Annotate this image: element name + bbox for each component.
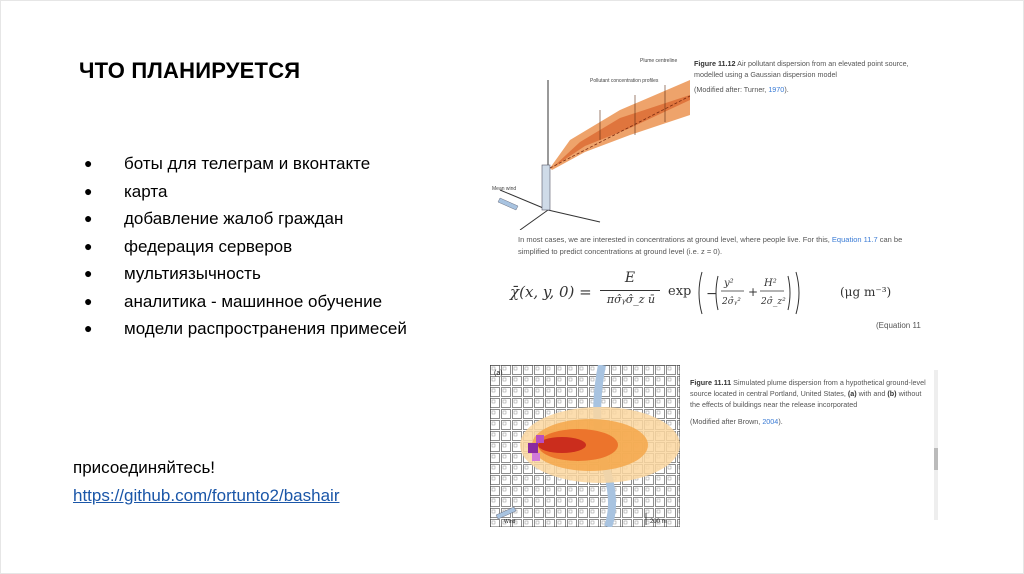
list-item: ● федерация серверов — [84, 233, 454, 261]
figure-top-caption: Figure 11.12 Air pollutant dispersion from an elevated point source, modelled using a Gaussian dispersion model (Modified after: Turner, 1970). — [694, 59, 909, 94]
bullet-icon: ● — [84, 210, 93, 226]
equation-number: (Equation 11 — [876, 321, 921, 330]
figure-gaussian-plume — [490, 40, 935, 340]
concentration-profile-label: Pollutant concentration profiles — [590, 78, 659, 84]
figure-bottom-caption: Figure 11.11 Simulated plume dispersion from a hypothetical ground-level source located in central Portland, United States, (a) with and (b) without the effects of buildings near the release incorporated (Modified after Brown, 2004). — [690, 378, 926, 426]
figure-portland-plume — [490, 365, 935, 527]
svg-text:y²: y² — [724, 278, 734, 289]
bullet-list — [84, 150, 454, 343]
mean-wind-label: Mean wind — [492, 186, 517, 192]
svg-text:−: − — [706, 286, 718, 302]
wind-label: Wind — [504, 519, 516, 525]
scrollbar-thumb[interactable] — [934, 448, 938, 470]
github-link[interactable]: https://github.com/fortunto2/bashair — [73, 486, 340, 505]
equation-exponent — [696, 268, 816, 318]
join-text: присоединяйтесь! — [73, 458, 216, 477]
svg-text:2σ̂_z²: 2σ̂_z² — [761, 297, 786, 307]
scale-bar-label: 200 m — [650, 519, 667, 525]
bullet-icon: ● — [84, 155, 93, 171]
list-item: ● мультиязычность — [84, 260, 454, 288]
svg-text:H²: H² — [764, 278, 777, 289]
panel-label: (a) — [494, 370, 503, 377]
list-item: ● боты для телеграм и вконтакте — [84, 150, 454, 178]
gaussian-equation: χ̄(x, y, 0) = E πσ̂ᵧσ̂_z ū exp − y² 2σ̂ᵧ² + H² 2σ̂_z² (μg m⁻³) — [510, 268, 910, 318]
list-item: ● добавление жалоб граждан — [84, 205, 454, 233]
bullet-icon: ● — [84, 320, 93, 336]
list-item: ● карта — [84, 178, 454, 206]
figure-scrollbar[interactable] — [934, 370, 938, 520]
bullet-icon: ● — [84, 292, 93, 309]
plume-centreline-label: Plume centreline — [640, 58, 678, 64]
plume-map — [490, 365, 680, 527]
list-item: ● модели распространения примесей — [84, 315, 454, 343]
slide-title: ЧТО ПЛАНИРУЕТСЯ — [79, 58, 301, 83]
bullet-icon: ● — [84, 182, 93, 199]
bullet-icon: ● — [84, 265, 93, 281]
figure-top-body: In most cases, we are interested in concentrations at ground level, where people live. For this, Equation 11.7 can be simplified to predict concentrations at ground level (i.e. z = 0). — [518, 235, 903, 256]
svg-text:+: + — [748, 285, 759, 299]
list-item: ● аналитика - машинное обучение — [84, 288, 454, 316]
bullet-icon: ● — [84, 237, 93, 254]
plume-diagram — [490, 40, 690, 230]
svg-text:2σ̂ᵧ²: 2σ̂ᵧ² — [722, 297, 741, 307]
